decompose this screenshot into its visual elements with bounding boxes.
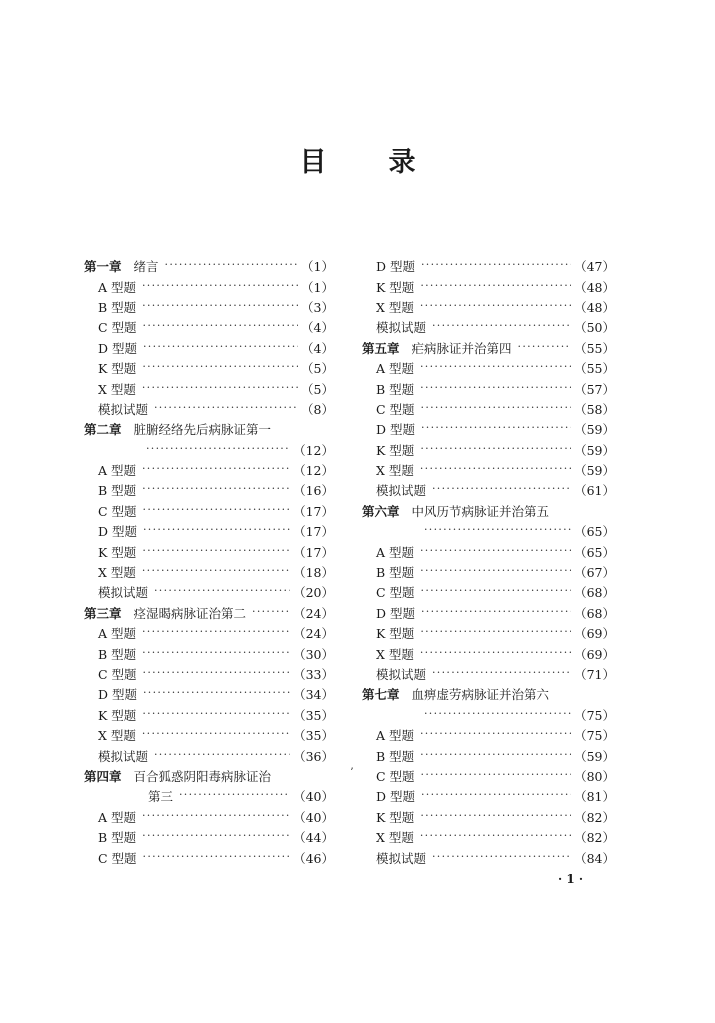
dot-leader — [143, 687, 290, 701]
toc-section-entry[interactable] — [84, 807, 334, 827]
entry-label: A 型题 — [376, 361, 415, 377]
toc-section-entry[interactable] — [84, 480, 334, 500]
toc-section-entry[interactable] — [362, 256, 615, 276]
dot-leader — [142, 810, 290, 824]
page-number: （57） — [574, 381, 615, 397]
entry-label: X 型题 — [376, 830, 414, 846]
page-number: （1） — [301, 259, 334, 275]
title-char-1: 目 — [299, 147, 327, 178]
toc-section-entry[interactable] — [84, 317, 334, 337]
page-number: （12） — [293, 442, 334, 458]
title-char-2: 录 — [388, 147, 416, 178]
dot-leader — [420, 830, 571, 844]
dot-leader — [142, 626, 290, 640]
dot-leader — [179, 789, 290, 803]
page-number: （35） — [293, 707, 334, 723]
dot-leader — [432, 320, 571, 334]
dot-leader — [420, 545, 571, 559]
entry-label: 模拟试题 — [376, 667, 427, 682]
toc-section-entry[interactable] — [362, 582, 615, 602]
toc-chapter-entry[interactable] — [84, 766, 334, 786]
entry-label: X 型题 — [376, 299, 414, 315]
toc-section-entry[interactable] — [362, 745, 615, 765]
toc-chapter-entry[interactable] — [84, 256, 334, 276]
chapter-name: 百合狐惑阴阳毒病脉证治 — [133, 768, 272, 784]
entry-label: 模拟试题 — [98, 585, 149, 601]
dot-leader — [142, 565, 290, 579]
toc-section-entry[interactable] — [84, 725, 334, 745]
page-number: （82） — [574, 830, 615, 846]
page-number: （80） — [574, 768, 615, 784]
chapter-name: 痉湿暍病脉证治第二 — [133, 605, 247, 621]
entry-label: B 型题 — [376, 381, 415, 397]
toc-section-entry[interactable] — [84, 338, 334, 358]
entry-label: X 型题 — [376, 463, 414, 479]
dot-leader — [421, 259, 571, 273]
dot-leader — [142, 463, 290, 477]
toc-section-entry[interactable] — [84, 541, 334, 561]
entry-label: A 型题 — [98, 279, 137, 295]
chapter-number: 第七章 — [362, 687, 400, 703]
dot-leader — [432, 667, 571, 681]
page-number: （3） — [301, 299, 334, 315]
toc-section-entry[interactable] — [84, 664, 334, 684]
page-number: （20） — [293, 585, 334, 601]
entry-label: C 型题 — [376, 768, 415, 784]
page-number: （55） — [574, 340, 615, 356]
dot-leader — [142, 830, 290, 844]
dot-leader — [420, 300, 571, 314]
footer-page-number: · 1 · — [558, 872, 584, 886]
dot-leader — [143, 524, 290, 538]
dot-leader — [421, 422, 571, 436]
page-number: （12） — [293, 463, 334, 479]
dot-leader — [420, 463, 571, 477]
toc-continuation-entry[interactable] — [84, 440, 334, 460]
toc-section-entry[interactable] — [84, 705, 334, 725]
page-number: （67） — [574, 565, 615, 581]
toc-section-entry[interactable] — [362, 276, 615, 296]
toc-section-entry[interactable] — [84, 358, 334, 378]
entry-label: C 型题 — [376, 401, 415, 417]
dot-leader — [420, 443, 571, 457]
dot-leader — [142, 545, 290, 559]
page-number: （5） — [301, 361, 334, 377]
entry-label: A 型题 — [376, 728, 415, 744]
page-number: （36） — [293, 748, 334, 764]
page-number: （17） — [293, 503, 334, 519]
page-number: （65） — [574, 524, 615, 540]
toc-section-entry[interactable] — [362, 643, 615, 663]
page-number: （18） — [293, 565, 334, 581]
dot-leader — [142, 382, 298, 396]
toc-section-entry[interactable] — [362, 378, 615, 398]
toc-section-entry[interactable] — [84, 276, 334, 296]
page-number: （44） — [293, 830, 334, 846]
entry-label: X 型题 — [98, 728, 136, 744]
toc-section-entry[interactable] — [84, 643, 334, 663]
chapter-label — [84, 767, 271, 785]
page-number: （46） — [293, 850, 334, 866]
entry-label: B 型题 — [98, 830, 137, 846]
entry-label: 模拟试题 — [376, 850, 427, 866]
toc-section-entry[interactable] — [362, 399, 615, 419]
entry-label: D 型题 — [376, 605, 415, 621]
entry-label: K 型题 — [376, 442, 415, 458]
toc-section-entry[interactable] — [362, 440, 615, 460]
dot-leader — [424, 524, 571, 538]
chapter-label — [362, 502, 549, 520]
chapter-label — [84, 420, 271, 438]
toc-section-entry[interactable] — [362, 766, 615, 786]
page-number: （33） — [293, 667, 334, 682]
dot-leader — [154, 402, 298, 416]
entry-label: C 型题 — [98, 667, 137, 682]
toc-section-entry[interactable] — [362, 807, 615, 827]
dot-leader — [154, 749, 290, 763]
entry-label: D 型题 — [376, 789, 415, 805]
stray-mark: ʼ — [350, 767, 354, 778]
chapter-name: 中风历节病脉证并治第五 — [411, 503, 550, 519]
dot-leader — [421, 789, 571, 803]
entry-label: C 型题 — [98, 503, 137, 519]
page-number: （24） — [293, 626, 334, 642]
entry-label: A 型题 — [98, 809, 137, 825]
dot-leader — [420, 361, 571, 375]
toc-section-entry[interactable] — [362, 827, 615, 847]
dot-leader — [142, 280, 298, 294]
dot-leader — [252, 606, 290, 620]
entry-label: A 型题 — [98, 626, 137, 642]
chapter-number: 第三章 — [84, 605, 122, 621]
toc-section-entry[interactable] — [84, 378, 334, 398]
entry-label: X 型题 — [98, 381, 136, 397]
page-number: （59） — [574, 748, 615, 764]
toc-section-entry[interactable] — [362, 562, 615, 582]
page-number: （16） — [293, 483, 334, 499]
dot-leader — [165, 259, 299, 273]
toc-continuation-entry[interactable] — [84, 786, 334, 806]
page-number: （50） — [574, 320, 615, 336]
entry-label: B 型题 — [98, 483, 137, 499]
toc-chapter-entry[interactable] — [84, 419, 334, 439]
chapter-name: 脏腑经络先后病脉证第一 — [133, 422, 272, 438]
page-number: （48） — [574, 279, 615, 295]
page-number: （30） — [293, 646, 334, 662]
page-number: （59） — [574, 442, 615, 458]
dot-leader — [432, 851, 571, 865]
entry-label: 模拟试题 — [376, 320, 427, 336]
dot-leader — [420, 810, 571, 824]
toc-section-entry[interactable] — [362, 603, 615, 623]
page-number: （35） — [293, 728, 334, 744]
dot-leader — [420, 626, 571, 640]
page-number: （24） — [293, 605, 334, 621]
entry-label: 模拟试题 — [98, 748, 149, 764]
entry-label: D 型题 — [98, 687, 137, 703]
chapter-number: 第四章 — [84, 768, 122, 784]
toc-section-entry[interactable] — [362, 317, 615, 337]
dot-leader — [143, 341, 298, 355]
dot-leader — [421, 585, 572, 599]
toc-section-entry[interactable] — [84, 745, 334, 765]
dot-leader — [420, 280, 571, 294]
toc-section-entry[interactable] — [84, 562, 334, 582]
dot-leader — [142, 483, 290, 497]
dot-leader — [424, 708, 571, 722]
page-number: （1） — [301, 279, 334, 295]
dot-leader — [420, 382, 571, 396]
chapter-label — [84, 257, 159, 275]
page-number: （58） — [574, 401, 615, 417]
entry-label: D 型题 — [98, 340, 137, 356]
chapter-name: 绪言 — [133, 259, 159, 275]
entry-label: A 型题 — [376, 544, 415, 560]
page-number: （69） — [574, 626, 615, 642]
dot-leader — [420, 647, 571, 661]
entry-label: K 型题 — [98, 544, 137, 560]
page-number: （81） — [574, 789, 615, 805]
toc-right-column — [362, 256, 615, 868]
chapter-label — [84, 604, 246, 622]
page-title — [0, 140, 715, 179]
chapter-label — [362, 685, 549, 703]
page-number: （55） — [574, 361, 615, 377]
toc-section-entry[interactable] — [362, 541, 615, 561]
toc-section-entry[interactable] — [84, 521, 334, 541]
page-number: （82） — [574, 809, 615, 825]
dot-leader — [432, 483, 571, 497]
entry-label: 模拟试题 — [376, 483, 427, 499]
dot-leader — [142, 647, 290, 661]
page-number: （68） — [574, 585, 615, 601]
toc-section-entry[interactable] — [84, 847, 334, 867]
toc-section-entry[interactable] — [84, 827, 334, 847]
page-number: （59） — [574, 463, 615, 479]
toc-section-entry[interactable] — [362, 664, 615, 684]
toc-section-entry[interactable] — [362, 725, 615, 745]
toc-section-entry[interactable] — [84, 460, 334, 480]
entry-label: K 型题 — [376, 626, 415, 642]
dot-leader — [143, 504, 291, 518]
page-number: （68） — [574, 605, 615, 621]
page-number: （71） — [574, 667, 615, 682]
dot-leader — [143, 667, 291, 681]
dot-leader — [420, 565, 571, 579]
entry-label: K 型题 — [98, 707, 137, 723]
page-number: （75） — [574, 707, 615, 723]
entry-label: B 型题 — [98, 299, 137, 315]
entry-label: C 型题 — [98, 850, 137, 866]
toc-section-entry[interactable] — [362, 297, 615, 317]
page-number: （40） — [293, 809, 334, 825]
toc-continuation-entry[interactable] — [362, 705, 615, 725]
entry-label: B 型题 — [376, 748, 415, 764]
entry-label: K 型题 — [376, 279, 415, 295]
toc-section-entry[interactable] — [84, 623, 334, 643]
entry-label: B 型题 — [376, 565, 415, 581]
chapter-label — [362, 339, 512, 357]
chapter-name: 疟病脉证并治第四 — [411, 340, 512, 356]
dot-leader — [143, 320, 299, 334]
toc-section-entry[interactable] — [362, 419, 615, 439]
toc-continuation-entry[interactable] — [362, 521, 615, 541]
page-number: （8） — [301, 401, 334, 417]
chapter-number: 第一章 — [84, 259, 122, 275]
entry-label: B 型题 — [98, 646, 137, 662]
toc-section-entry[interactable] — [84, 297, 334, 317]
toc-section-entry[interactable] — [362, 786, 615, 806]
entry-label: K 型题 — [98, 361, 137, 377]
chapter-name: 血痹虚劳病脉证并治第六 — [411, 687, 550, 703]
dot-leader — [146, 443, 290, 457]
page-number: （84） — [574, 850, 615, 866]
entry-label: C 型题 — [98, 320, 137, 336]
dot-leader — [142, 708, 290, 722]
dot-leader — [142, 728, 290, 742]
toc-chapter-entry[interactable] — [362, 501, 615, 521]
toc-chapter-entry[interactable] — [84, 603, 334, 623]
entry-label: D 型题 — [376, 422, 415, 438]
entry-label: X 型题 — [376, 646, 414, 662]
chapter-number: 第六章 — [362, 503, 400, 519]
page-number: （40） — [293, 789, 334, 805]
entry-label: C 型题 — [376, 585, 415, 601]
toc-section-entry[interactable] — [362, 460, 615, 480]
toc-section-entry[interactable] — [362, 358, 615, 378]
page-number: （61） — [574, 483, 615, 499]
entry-label: 第三 — [148, 789, 174, 805]
page-number: （5） — [301, 381, 334, 397]
toc-chapter-entry[interactable] — [362, 684, 615, 704]
page-number: （4） — [301, 340, 334, 356]
dot-leader — [420, 749, 571, 763]
entry-label: A 型题 — [98, 463, 137, 479]
toc-left-column — [84, 256, 334, 868]
toc-section-entry[interactable] — [362, 623, 615, 643]
page-number: （17） — [293, 544, 334, 560]
page-number: （4） — [301, 320, 334, 336]
dot-leader — [420, 728, 571, 742]
chapter-number: 第二章 — [84, 422, 122, 438]
dot-leader — [421, 402, 572, 416]
dot-leader — [421, 769, 572, 783]
dot-leader — [518, 341, 572, 355]
page-number: （17） — [293, 524, 334, 540]
toc-chapter-entry[interactable] — [362, 338, 615, 358]
page-number: （48） — [574, 299, 615, 315]
entry-label: X 型题 — [98, 565, 136, 581]
toc-section-entry[interactable] — [84, 582, 334, 602]
page-number: （47） — [574, 259, 615, 275]
dot-leader — [143, 851, 291, 865]
page-number: （34） — [293, 687, 334, 703]
entry-label: 模拟试题 — [98, 401, 149, 417]
page-number: （69） — [574, 646, 615, 662]
page-number: （75） — [574, 728, 615, 744]
dot-leader — [421, 606, 571, 620]
toc-section-entry[interactable] — [362, 480, 615, 500]
page-number: （65） — [574, 544, 615, 560]
toc-section-entry[interactable] — [84, 501, 334, 521]
entry-label: K 型题 — [376, 809, 415, 825]
entry-label: D 型题 — [376, 259, 415, 275]
toc-section-entry[interactable] — [362, 847, 615, 867]
toc-section-entry[interactable] — [84, 399, 334, 419]
entry-label: D 型题 — [98, 524, 137, 540]
dot-leader — [142, 300, 298, 314]
chapter-number: 第五章 — [362, 340, 400, 356]
page-number: （59） — [574, 422, 615, 438]
toc-section-entry[interactable] — [84, 684, 334, 704]
dot-leader — [142, 361, 298, 375]
dot-leader — [154, 585, 290, 599]
